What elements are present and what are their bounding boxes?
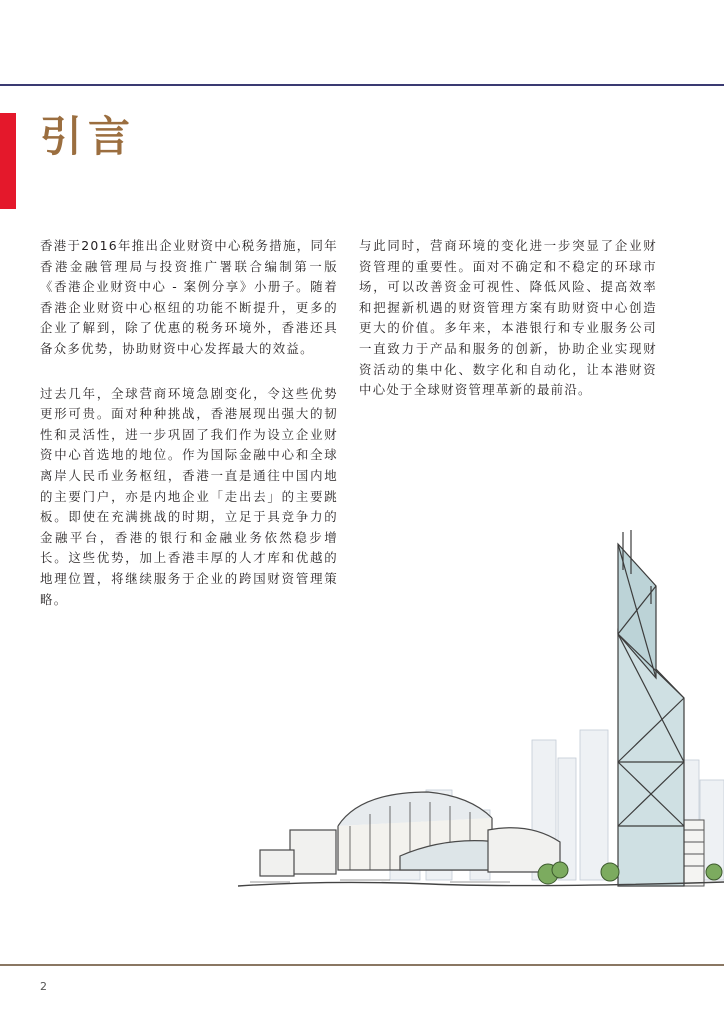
- accent-bar: [0, 113, 16, 209]
- paragraph: 香港于2016年推出企业财资中心税务措施，同年香港金融管理局与投资推广署联合编制第一版《香港企业财资中心 - 案例分享》小册子。随着香港企业财资中心枢纽的功能不断提升，更多的企业了解到，除了优惠的税务环境外，香港还具备众多优势，协助财资中心发挥最大的效益。: [40, 238, 338, 356]
- top-divider: [0, 84, 724, 86]
- paragraph: 与此同时，营商环境的变化进一步突显了企业财资管理的重要性。面对不确定和不稳定的环球市场，可以改善资金可视性、降低风险、提高效率和把握新机遇的财资管理方案有助财资中心创造更大的价值。多年来，本港银行和专业服务公司一直致力于产品和服务的创新，协助企业实现财资活动的集中化、数字化和自动化，让本港财资中心处于全球财资管理革新的最前沿。: [359, 238, 657, 398]
- footer-divider: [0, 964, 724, 966]
- skyline-illustration: [230, 530, 724, 892]
- right-column: [359, 236, 657, 425]
- page-title: 引言: [40, 112, 137, 161]
- paragraph: 过去几年，全球营商环境急剧变化，令这些优势更形可贵。面对种种挑战，香港展现出强大的韧性和灵活性，进一步巩固了我们作为设立企业财资中心首选地的地位。作为国际金融中心和全球离岸人民币业务枢纽，香港一直是通往中国内地的主要门户，亦是内地企业「走出去」的主要跳板。即使在充满挑战的时期，立足于具竞争力的金融平台，香港的银行和金融业务依然稳步增长。这些优势，加上香港丰厚的人才库和优越的地理位置，将继续服务于企业的跨国财资管理策略。: [40, 385, 338, 607]
- page-number: 2: [40, 980, 47, 993]
